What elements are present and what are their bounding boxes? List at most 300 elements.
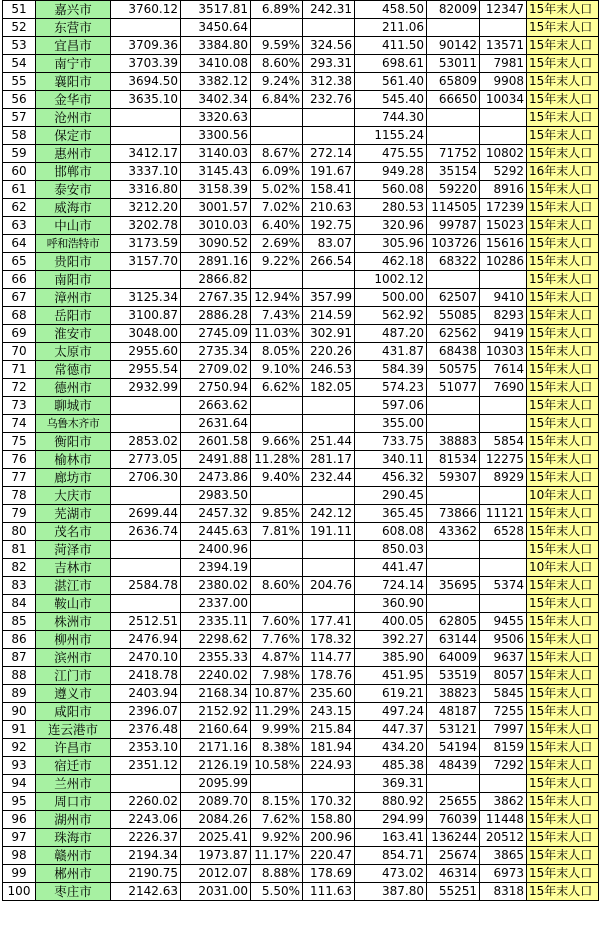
increase-cell: 242.31 — [303, 1, 355, 19]
population-cell: 340.11 — [355, 451, 427, 469]
rank-cell: 61 — [3, 181, 36, 199]
gdp-current-cell: 3100.87 — [111, 307, 181, 325]
growth-rate-cell — [251, 127, 303, 145]
increase-cell — [303, 19, 355, 37]
city-name-cell: 湖州市 — [36, 811, 111, 829]
gdp-current-cell: 2584.78 — [111, 577, 181, 595]
rank-cell: 97 — [3, 829, 36, 847]
per-capita-cny-cell: 65809 — [427, 73, 480, 91]
growth-rate-cell — [251, 559, 303, 577]
population-cell: 850.03 — [355, 541, 427, 559]
gdp-current-cell: 2353.10 — [111, 739, 181, 757]
rank-cell: 78 — [3, 487, 36, 505]
per-capita-usd-cell: 12275 — [480, 451, 527, 469]
city-name-cell: 岳阳市 — [36, 307, 111, 325]
population-note-cell: 15年末人口 — [527, 721, 599, 739]
per-capita-cny-cell: 103726 — [427, 235, 480, 253]
table-row — [3, 703, 599, 721]
rank-cell: 71 — [3, 361, 36, 379]
increase-cell — [303, 595, 355, 613]
city-name-cell: 郴州市 — [36, 865, 111, 883]
gdp-previous-cell: 2025.41 — [181, 829, 251, 847]
growth-rate-cell: 8.67% — [251, 145, 303, 163]
gdp-previous-cell: 2891.16 — [181, 253, 251, 271]
increase-cell — [303, 775, 355, 793]
city-name-cell: 漳州市 — [36, 289, 111, 307]
city-name-cell: 邯郸市 — [36, 163, 111, 181]
per-capita-usd-cell — [480, 127, 527, 145]
population-cell: 305.96 — [355, 235, 427, 253]
per-capita-cny-cell: 63144 — [427, 631, 480, 649]
city-name-cell: 宿迁市 — [36, 757, 111, 775]
gdp-previous-cell: 2601.58 — [181, 433, 251, 451]
population-note-cell: 15年末人口 — [527, 379, 599, 397]
gdp-current-cell: 2190.75 — [111, 865, 181, 883]
per-capita-cny-cell: 62507 — [427, 289, 480, 307]
table-row — [3, 829, 599, 847]
gdp-previous-cell: 2445.63 — [181, 523, 251, 541]
gdp-previous-cell: 2335.11 — [181, 613, 251, 631]
table-row — [3, 379, 599, 397]
per-capita-usd-cell: 12347 — [480, 1, 527, 19]
per-capita-usd-cell — [480, 541, 527, 559]
gdp-previous-cell: 2084.26 — [181, 811, 251, 829]
population-note-cell: 15年末人口 — [527, 793, 599, 811]
population-cell: 880.92 — [355, 793, 427, 811]
increase-cell — [303, 271, 355, 289]
per-capita-cny-cell: 62805 — [427, 613, 480, 631]
population-note-cell: 15年末人口 — [527, 577, 599, 595]
table-row — [3, 721, 599, 739]
rank-cell: 56 — [3, 91, 36, 109]
population-cell: 434.20 — [355, 739, 427, 757]
growth-rate-cell: 8.38% — [251, 739, 303, 757]
increase-cell: 293.31 — [303, 55, 355, 73]
city-name-cell: 太原市 — [36, 343, 111, 361]
city-name-cell: 聊城市 — [36, 397, 111, 415]
increase-cell — [303, 541, 355, 559]
per-capita-cny-cell: 136244 — [427, 829, 480, 847]
population-cell: 584.39 — [355, 361, 427, 379]
gdp-current-cell — [111, 487, 181, 505]
gdp-previous-cell: 2473.86 — [181, 469, 251, 487]
per-capita-usd-cell: 8159 — [480, 739, 527, 757]
table-row — [3, 307, 599, 325]
per-capita-usd-cell: 6528 — [480, 523, 527, 541]
rank-cell: 67 — [3, 289, 36, 307]
gdp-current-cell: 2636.74 — [111, 523, 181, 541]
population-cell: 369.31 — [355, 775, 427, 793]
gdp-current-cell: 2376.48 — [111, 721, 181, 739]
population-cell: 392.27 — [355, 631, 427, 649]
gdp-previous-cell: 2240.02 — [181, 667, 251, 685]
rank-cell: 65 — [3, 253, 36, 271]
city-name-cell: 江门市 — [36, 667, 111, 685]
gdp-current-cell: 2773.05 — [111, 451, 181, 469]
gdp-current-cell — [111, 595, 181, 613]
population-cell: 1155.24 — [355, 127, 427, 145]
growth-rate-cell: 11.29% — [251, 703, 303, 721]
increase-cell — [303, 487, 355, 505]
population-cell: 485.38 — [355, 757, 427, 775]
growth-rate-cell: 7.60% — [251, 613, 303, 631]
increase-cell: 111.63 — [303, 883, 355, 901]
population-note-cell: 15年末人口 — [527, 829, 599, 847]
increase-cell: 251.44 — [303, 433, 355, 451]
table-row — [3, 199, 599, 217]
population-note-cell: 15年末人口 — [527, 847, 599, 865]
gdp-previous-cell: 2745.09 — [181, 325, 251, 343]
rank-cell: 79 — [3, 505, 36, 523]
population-cell: 698.61 — [355, 55, 427, 73]
city-name-cell: 菏泽市 — [36, 541, 111, 559]
population-note-cell: 15年末人口 — [527, 1, 599, 19]
gdp-current-cell: 3709.36 — [111, 37, 181, 55]
per-capita-usd-cell: 9506 — [480, 631, 527, 649]
growth-rate-cell: 7.02% — [251, 199, 303, 217]
growth-rate-cell: 7.81% — [251, 523, 303, 541]
population-cell: 500.00 — [355, 289, 427, 307]
per-capita-usd-cell: 9455 — [480, 613, 527, 631]
increase-cell: 177.41 — [303, 613, 355, 631]
gdp-current-cell: 3635.10 — [111, 91, 181, 109]
growth-rate-cell: 8.60% — [251, 577, 303, 595]
per-capita-usd-cell: 5292 — [480, 163, 527, 181]
city-name-cell: 珠海市 — [36, 829, 111, 847]
table-row — [3, 595, 599, 613]
growth-rate-cell: 7.43% — [251, 307, 303, 325]
per-capita-cny-cell: 25655 — [427, 793, 480, 811]
table-row — [3, 109, 599, 127]
table-row — [3, 757, 599, 775]
city-name-cell: 威海市 — [36, 199, 111, 217]
gdp-current-cell: 3125.34 — [111, 289, 181, 307]
table-body — [3, 1, 599, 901]
population-cell: 385.90 — [355, 649, 427, 667]
rank-cell: 84 — [3, 595, 36, 613]
table-row — [3, 415, 599, 433]
per-capita-cny-cell: 68322 — [427, 253, 480, 271]
city-name-cell: 枣庄市 — [36, 883, 111, 901]
city-name-cell: 常德市 — [36, 361, 111, 379]
rank-cell: 100 — [3, 883, 36, 901]
table-row — [3, 775, 599, 793]
table-row — [3, 73, 599, 91]
city-name-cell: 东营市 — [36, 19, 111, 37]
population-cell: 320.96 — [355, 217, 427, 235]
increase-cell — [303, 415, 355, 433]
rank-cell: 54 — [3, 55, 36, 73]
table-row — [3, 55, 599, 73]
per-capita-cny-cell: 38883 — [427, 433, 480, 451]
table-row — [3, 235, 599, 253]
population-note-cell: 10年末人口 — [527, 487, 599, 505]
growth-rate-cell: 11.03% — [251, 325, 303, 343]
gdp-previous-cell: 3140.03 — [181, 145, 251, 163]
rank-cell: 86 — [3, 631, 36, 649]
table-row — [3, 19, 599, 37]
gdp-previous-cell: 2355.33 — [181, 649, 251, 667]
growth-rate-cell: 6.09% — [251, 163, 303, 181]
population-note-cell: 15年末人口 — [527, 307, 599, 325]
city-name-cell: 滨州市 — [36, 649, 111, 667]
city-name-cell: 泰安市 — [36, 181, 111, 199]
city-name-cell: 呼和浩特市 — [36, 235, 111, 253]
table-row — [3, 397, 599, 415]
city-name-cell: 沧州市 — [36, 109, 111, 127]
per-capita-cny-cell: 99787 — [427, 217, 480, 235]
population-note-cell: 15年末人口 — [527, 37, 599, 55]
per-capita-cny-cell — [427, 127, 480, 145]
population-cell: 294.99 — [355, 811, 427, 829]
gdp-current-cell — [111, 19, 181, 37]
increase-cell: 224.93 — [303, 757, 355, 775]
growth-rate-cell: 9.92% — [251, 829, 303, 847]
gdp-current-cell: 3202.78 — [111, 217, 181, 235]
growth-rate-cell: 2.69% — [251, 235, 303, 253]
per-capita-cny-cell: 53121 — [427, 721, 480, 739]
increase-cell: 210.63 — [303, 199, 355, 217]
increase-cell — [303, 397, 355, 415]
increase-cell: 178.32 — [303, 631, 355, 649]
population-cell: 562.92 — [355, 307, 427, 325]
rank-cell: 98 — [3, 847, 36, 865]
increase-cell: 178.69 — [303, 865, 355, 883]
per-capita-cny-cell — [427, 397, 480, 415]
per-capita-usd-cell: 7292 — [480, 757, 527, 775]
increase-cell: 272.14 — [303, 145, 355, 163]
gdp-previous-cell: 3320.63 — [181, 109, 251, 127]
per-capita-usd-cell — [480, 397, 527, 415]
population-cell: 574.23 — [355, 379, 427, 397]
city-name-cell: 廊坊市 — [36, 469, 111, 487]
population-cell: 441.47 — [355, 559, 427, 577]
population-cell: 163.41 — [355, 829, 427, 847]
growth-rate-cell: 9.59% — [251, 37, 303, 55]
rank-cell: 76 — [3, 451, 36, 469]
gdp-previous-cell: 3145.43 — [181, 163, 251, 181]
increase-cell: 158.80 — [303, 811, 355, 829]
city-name-cell: 兰州市 — [36, 775, 111, 793]
gdp-previous-cell: 2631.64 — [181, 415, 251, 433]
gdp-current-cell — [111, 109, 181, 127]
table-row — [3, 361, 599, 379]
growth-rate-cell — [251, 271, 303, 289]
population-note-cell: 15年末人口 — [527, 109, 599, 127]
population-note-cell: 15年末人口 — [527, 361, 599, 379]
table-row — [3, 523, 599, 541]
gdp-current-cell: 3337.10 — [111, 163, 181, 181]
population-cell: 411.50 — [355, 37, 427, 55]
increase-cell: 181.94 — [303, 739, 355, 757]
population-cell: 211.06 — [355, 19, 427, 37]
increase-cell: 182.05 — [303, 379, 355, 397]
city-name-cell: 连云港市 — [36, 721, 111, 739]
growth-rate-cell — [251, 397, 303, 415]
growth-rate-cell: 10.87% — [251, 685, 303, 703]
gdp-current-cell: 2243.06 — [111, 811, 181, 829]
per-capita-usd-cell: 7255 — [480, 703, 527, 721]
increase-cell — [303, 127, 355, 145]
per-capita-cny-cell: 54194 — [427, 739, 480, 757]
rank-cell: 91 — [3, 721, 36, 739]
gdp-previous-cell: 2866.82 — [181, 271, 251, 289]
city-name-cell: 大庆市 — [36, 487, 111, 505]
growth-rate-cell — [251, 541, 303, 559]
gdp-previous-cell: 2160.64 — [181, 721, 251, 739]
population-note-cell: 15年末人口 — [527, 325, 599, 343]
growth-rate-cell — [251, 19, 303, 37]
population-note-cell: 15年末人口 — [527, 415, 599, 433]
gdp-current-cell: 2512.51 — [111, 613, 181, 631]
per-capita-cny-cell: 55085 — [427, 307, 480, 325]
population-note-cell: 10年末人口 — [527, 559, 599, 577]
growth-rate-cell — [251, 415, 303, 433]
increase-cell: 281.17 — [303, 451, 355, 469]
population-cell: 608.08 — [355, 523, 427, 541]
population-cell: 431.87 — [355, 343, 427, 361]
gdp-previous-cell: 2089.70 — [181, 793, 251, 811]
population-note-cell: 15年末人口 — [527, 127, 599, 145]
gdp-previous-cell: 3517.81 — [181, 1, 251, 19]
increase-cell: 302.91 — [303, 325, 355, 343]
gdp-previous-cell: 2152.92 — [181, 703, 251, 721]
city-gdp-table — [2, 0, 599, 901]
city-name-cell: 鞍山市 — [36, 595, 111, 613]
per-capita-usd-cell: 9410 — [480, 289, 527, 307]
table-row — [3, 469, 599, 487]
gdp-previous-cell: 3001.57 — [181, 199, 251, 217]
population-note-cell: 15年末人口 — [527, 505, 599, 523]
city-name-cell: 遵义市 — [36, 685, 111, 703]
city-name-cell: 德州市 — [36, 379, 111, 397]
growth-rate-cell: 8.05% — [251, 343, 303, 361]
city-name-cell: 柳州市 — [36, 631, 111, 649]
gdp-current-cell: 3173.59 — [111, 235, 181, 253]
city-name-cell: 宜昌市 — [36, 37, 111, 55]
increase-cell: 242.12 — [303, 505, 355, 523]
gdp-current-cell: 2853.02 — [111, 433, 181, 451]
per-capita-usd-cell: 8057 — [480, 667, 527, 685]
per-capita-usd-cell — [480, 109, 527, 127]
increase-cell: 220.47 — [303, 847, 355, 865]
rank-cell: 62 — [3, 199, 36, 217]
gdp-current-cell: 3212.20 — [111, 199, 181, 217]
rank-cell: 77 — [3, 469, 36, 487]
per-capita-usd-cell: 10286 — [480, 253, 527, 271]
increase-cell: 200.96 — [303, 829, 355, 847]
rank-cell: 75 — [3, 433, 36, 451]
city-name-cell: 惠州市 — [36, 145, 111, 163]
increase-cell: 324.56 — [303, 37, 355, 55]
rank-cell: 58 — [3, 127, 36, 145]
per-capita-cny-cell: 48439 — [427, 757, 480, 775]
gdp-current-cell: 2226.37 — [111, 829, 181, 847]
per-capita-usd-cell: 11448 — [480, 811, 527, 829]
gdp-previous-cell: 2126.19 — [181, 757, 251, 775]
growth-rate-cell: 8.88% — [251, 865, 303, 883]
table-row — [3, 145, 599, 163]
city-name-cell: 金华市 — [36, 91, 111, 109]
table-row — [3, 883, 599, 901]
per-capita-cny-cell — [427, 559, 480, 577]
per-capita-usd-cell: 5845 — [480, 685, 527, 703]
population-note-cell: 15年末人口 — [527, 631, 599, 649]
gdp-current-cell: 2418.78 — [111, 667, 181, 685]
increase-cell: 215.84 — [303, 721, 355, 739]
gdp-previous-cell: 2400.96 — [181, 541, 251, 559]
population-cell: 854.71 — [355, 847, 427, 865]
table-row — [3, 433, 599, 451]
city-name-cell: 芜湖市 — [36, 505, 111, 523]
per-capita-usd-cell: 17239 — [480, 199, 527, 217]
per-capita-usd-cell: 8318 — [480, 883, 527, 901]
table-row — [3, 865, 599, 883]
population-cell: 280.53 — [355, 199, 427, 217]
per-capita-usd-cell: 9908 — [480, 73, 527, 91]
population-note-cell: 15年末人口 — [527, 703, 599, 721]
table-row — [3, 685, 599, 703]
table-row — [3, 271, 599, 289]
per-capita-usd-cell: 10303 — [480, 343, 527, 361]
per-capita-cny-cell — [427, 271, 480, 289]
population-cell: 487.20 — [355, 325, 427, 343]
increase-cell: 235.60 — [303, 685, 355, 703]
per-capita-usd-cell: 8929 — [480, 469, 527, 487]
population-cell: 545.40 — [355, 91, 427, 109]
increase-cell: 192.75 — [303, 217, 355, 235]
population-note-cell: 15年末人口 — [527, 757, 599, 775]
per-capita-cny-cell: 35154 — [427, 163, 480, 181]
per-capita-cny-cell: 114505 — [427, 199, 480, 217]
population-cell: 451.95 — [355, 667, 427, 685]
increase-cell — [303, 559, 355, 577]
population-cell: 475.55 — [355, 145, 427, 163]
gdp-previous-cell: 1973.87 — [181, 847, 251, 865]
city-name-cell: 淮安市 — [36, 325, 111, 343]
rank-cell: 59 — [3, 145, 36, 163]
rank-cell: 95 — [3, 793, 36, 811]
gdp-previous-cell: 2168.34 — [181, 685, 251, 703]
per-capita-cny-cell: 59220 — [427, 181, 480, 199]
increase-cell: 214.59 — [303, 307, 355, 325]
per-capita-cny-cell: 48187 — [427, 703, 480, 721]
increase-cell: 191.67 — [303, 163, 355, 181]
population-note-cell: 15年末人口 — [527, 775, 599, 793]
rank-cell: 85 — [3, 613, 36, 631]
gdp-current-cell — [111, 397, 181, 415]
per-capita-usd-cell: 13571 — [480, 37, 527, 55]
table-row — [3, 505, 599, 523]
city-name-cell: 湛江市 — [36, 577, 111, 595]
population-cell: 744.30 — [355, 109, 427, 127]
population-cell: 447.37 — [355, 721, 427, 739]
rank-cell: 60 — [3, 163, 36, 181]
city-name-cell: 南宁市 — [36, 55, 111, 73]
table-row — [3, 811, 599, 829]
table-row — [3, 289, 599, 307]
growth-rate-cell: 7.76% — [251, 631, 303, 649]
increase-cell: 243.15 — [303, 703, 355, 721]
per-capita-usd-cell: 7997 — [480, 721, 527, 739]
gdp-previous-cell: 2767.35 — [181, 289, 251, 307]
growth-rate-cell: 4.87% — [251, 649, 303, 667]
per-capita-usd-cell: 10034 — [480, 91, 527, 109]
per-capita-cny-cell — [427, 775, 480, 793]
per-capita-cny-cell: 73866 — [427, 505, 480, 523]
population-note-cell: 15年末人口 — [527, 145, 599, 163]
city-name-cell: 咸阳市 — [36, 703, 111, 721]
